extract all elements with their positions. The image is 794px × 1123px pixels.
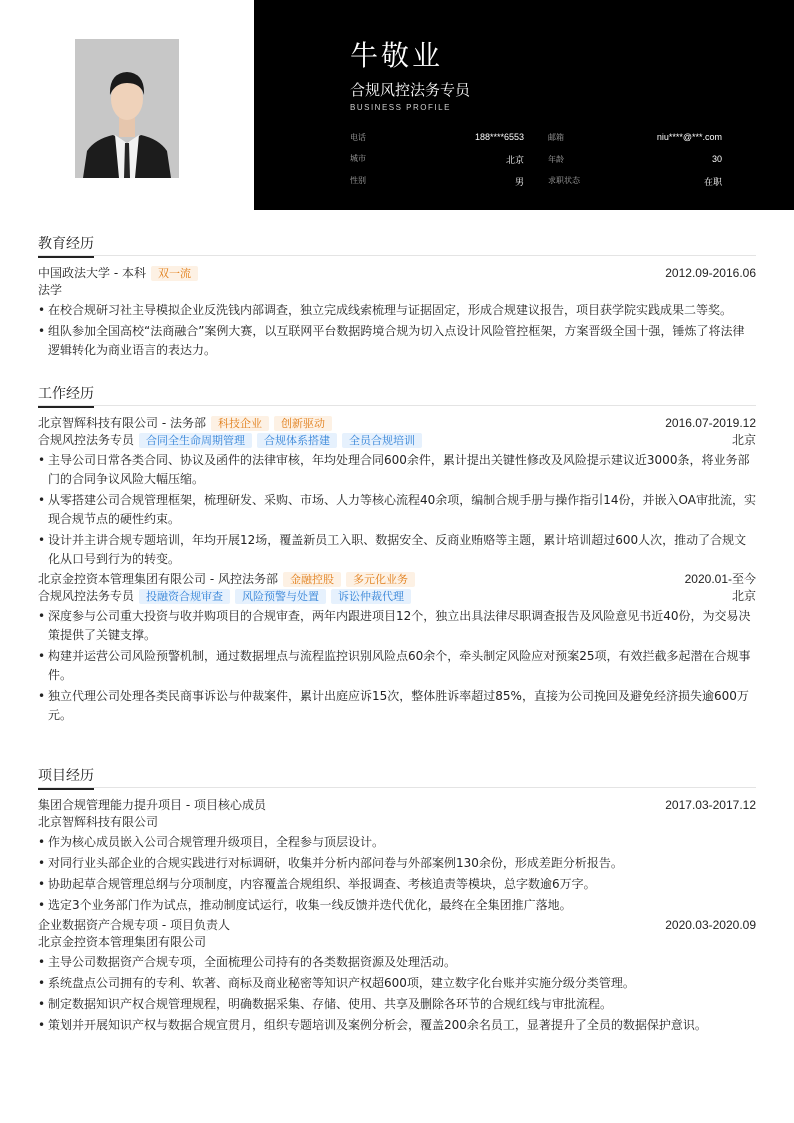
list-item: • 构建并运营公司风险预警机制，通过数据埋点与流程监控识别风险点60余个，牵头制定风险应对预案25项，有效拦截多起潜在合规事件。 bbox=[38, 647, 756, 685]
info-value: 30 bbox=[711, 153, 722, 164]
profile-subtitle: BUSINESS PROFILE bbox=[350, 103, 451, 112]
project-bullets bbox=[38, 953, 756, 1035]
list-item: • 深度参与公司重大投资与收并购项目的合规审查，两年内跟进项目12个，独立出具法律尽职调查报告及风险意见书近40份，为交易决策提供了关键支撑。 bbox=[38, 607, 756, 645]
education-date: 2012.09-2016.06 bbox=[665, 266, 756, 280]
project-org: 北京金控资本管理集团有限公司 bbox=[38, 935, 207, 949]
info-value: 在职 bbox=[703, 176, 722, 187]
project-date: 2017.03-2017.12 bbox=[665, 798, 756, 812]
list-item: • 选定3个业务部门作为试点，推动制度试运行，收集一线反馈并迭代优化，最终在全集团推广落地。 bbox=[38, 896, 756, 915]
education-header-row bbox=[38, 265, 756, 282]
list-item: • 协助起草合规管理总纲与分项制度，内容覆盖合规组织、举报调查、考核追责等模块，总字数逾6万字。 bbox=[38, 875, 756, 894]
skill-tag: 诉讼仲裁代理 bbox=[331, 589, 411, 604]
list-item: • 在校合规研习社主导模拟企业反洗钱内部调查，独立完成线索梳理与证据固定，形成合规建议报告，项目获学院实践成果二等奖。 bbox=[38, 301, 756, 320]
skill-tag: 全员合规培训 bbox=[342, 433, 422, 448]
header-banner bbox=[254, 0, 794, 210]
profile-photo bbox=[75, 39, 179, 178]
info-status bbox=[536, 175, 722, 188]
company-tag: 多元化业务 bbox=[346, 572, 415, 587]
info-value: 男 bbox=[514, 176, 524, 187]
company-tag: 科技企业 bbox=[211, 416, 269, 431]
project-header-row bbox=[38, 797, 756, 814]
section-heading-text: 工作经历 bbox=[38, 383, 94, 408]
section-heading bbox=[38, 765, 756, 788]
project-bullets bbox=[38, 833, 756, 915]
contact-info bbox=[350, 126, 722, 192]
skill-tag: 合同全生命周期管理 bbox=[139, 433, 252, 448]
education-bullets bbox=[38, 301, 756, 360]
job-date: 2016.07-2019.12 bbox=[665, 416, 756, 430]
info-age bbox=[536, 154, 722, 165]
candidate-name: 牛敬业 bbox=[350, 39, 444, 72]
project-org: 北京智辉科技有限公司 bbox=[38, 815, 159, 829]
info-label: 电话 bbox=[350, 132, 366, 142]
job-header-row bbox=[38, 571, 756, 588]
company-tag: 创新驱动 bbox=[274, 416, 332, 431]
info-email bbox=[536, 132, 722, 143]
company-name: 北京智辉科技有限公司 - 法务部 bbox=[38, 416, 206, 430]
section-heading bbox=[38, 383, 756, 406]
skill-tag: 合规体系搭建 bbox=[257, 433, 337, 448]
company-tag: 金融控股 bbox=[283, 572, 341, 587]
info-label: 邮箱 bbox=[548, 132, 564, 142]
project-name: 集团合规管理能力提升项目 - 项目核心成员 bbox=[38, 798, 266, 812]
list-item: • 作为核心成员嵌入公司合规管理升级项目，全程参与顶层设计。 bbox=[38, 833, 756, 852]
skill-tag: 风险预警与处置 bbox=[235, 589, 326, 604]
info-gender bbox=[350, 175, 536, 188]
info-label: 城市 bbox=[350, 153, 366, 163]
company-name: 北京金控资本管理集团有限公司 - 风控法务部 bbox=[38, 572, 278, 586]
education-section bbox=[38, 233, 756, 362]
info-row bbox=[350, 170, 722, 192]
job-city: 北京 bbox=[731, 433, 756, 447]
job-position-row bbox=[38, 588, 756, 605]
position-name: 合规风控法务专员 bbox=[38, 589, 135, 603]
section-heading bbox=[38, 233, 756, 256]
job-bullets bbox=[38, 607, 756, 725]
section-heading-text: 教育经历 bbox=[38, 233, 94, 258]
list-item: • 策划并开展知识产权与数据合规宣贯月，组织专题培训及案例分析会，覆盖200余名员工，显著提升了全员的数据保护意识。 bbox=[38, 1016, 756, 1035]
person-photo-illustration bbox=[75, 39, 179, 178]
info-value: 188****6553 bbox=[474, 131, 524, 142]
list-item: • 对同行业头部企业的合规实践进行对标调研，收集并分析内部问卷与外部案例130余份，形成差距分析报告。 bbox=[38, 854, 756, 873]
list-item: • 主导公司数据资产合规专项，全面梳理公司持有的各类数据资源及处理活动。 bbox=[38, 953, 756, 972]
list-item: • 系统盘点公司拥有的专利、软著、商标及商业秘密等知识产权超600项，建立数字化台账并实施分级分类管理。 bbox=[38, 974, 756, 993]
job-date: 2020.01-至今 bbox=[684, 572, 756, 586]
job-title: 合规风控法务专员 bbox=[350, 81, 471, 99]
position-name: 合规风控法务专员 bbox=[38, 433, 135, 447]
job-bullets bbox=[38, 451, 756, 569]
info-label: 年龄 bbox=[548, 154, 564, 164]
skill-tag: 投融资合规审查 bbox=[139, 589, 230, 604]
project-date: 2020.03-2020.09 bbox=[665, 918, 756, 932]
list-item: • 独立代理公司处理各类民商事诉讼与仲裁案件，累计出庭应诉15次，整体胜诉率超过85%，直接为公司挽回及避免经济损失逾600万元。 bbox=[38, 687, 756, 725]
info-city bbox=[350, 153, 536, 166]
project-header-row bbox=[38, 917, 756, 934]
school-tag: 双一流 bbox=[151, 266, 198, 281]
projects-section bbox=[38, 765, 756, 1037]
info-row bbox=[350, 148, 722, 170]
info-value: niu****@***.com bbox=[656, 131, 722, 142]
info-label: 性别 bbox=[350, 175, 366, 185]
info-label: 求职状态 bbox=[548, 175, 580, 185]
info-phone bbox=[350, 132, 536, 143]
job-position-row bbox=[38, 432, 756, 449]
project-name: 企业数据资产合规专项 - 项目负责人 bbox=[38, 918, 230, 932]
list-item: • 主导公司日常各类合同、协议及函件的法律审核，年均处理合同600余件，累计提出关键性修改及风险提示建议近3000条，将业务部门的合同争议风险大幅压缩。 bbox=[38, 451, 756, 489]
list-item: • 组队参加全国高校“法商融合”案例大赛，以互联网平台数据跨境合规为切入点设计风险管控框架，方案晋级全国十强，锤炼了将法律逻辑转化为商业语言的表达力。 bbox=[38, 322, 756, 360]
info-row bbox=[350, 126, 722, 148]
major: 法学 bbox=[38, 283, 63, 297]
section-heading-text: 项目经历 bbox=[38, 765, 94, 790]
list-item: • 制定数据知识产权合规管理规程，明确数据采集、存储、使用、共享及删除各环节的合规红线与审批流程。 bbox=[38, 995, 756, 1014]
info-value: 北京 bbox=[505, 154, 524, 165]
job-header-row bbox=[38, 415, 756, 432]
job-city: 北京 bbox=[731, 589, 756, 603]
list-item: • 从零搭建公司合规管理框架，梳理研发、采购、市场、人力等核心流程40余项，编制合规手册与操作指引14份，并嵌入OA审批流，实现合规节点的硬性约束。 bbox=[38, 491, 756, 529]
work-section bbox=[38, 383, 756, 727]
school-name: 中国政法大学 - 本科 bbox=[38, 266, 146, 280]
list-item: • 设计并主讲合规专题培训，年均开展12场，覆盖新员工入职、数据安全、反商业贿赂等主题，累计培训超过600人次，推动了合规文化从口号到行为的转变。 bbox=[38, 531, 756, 569]
